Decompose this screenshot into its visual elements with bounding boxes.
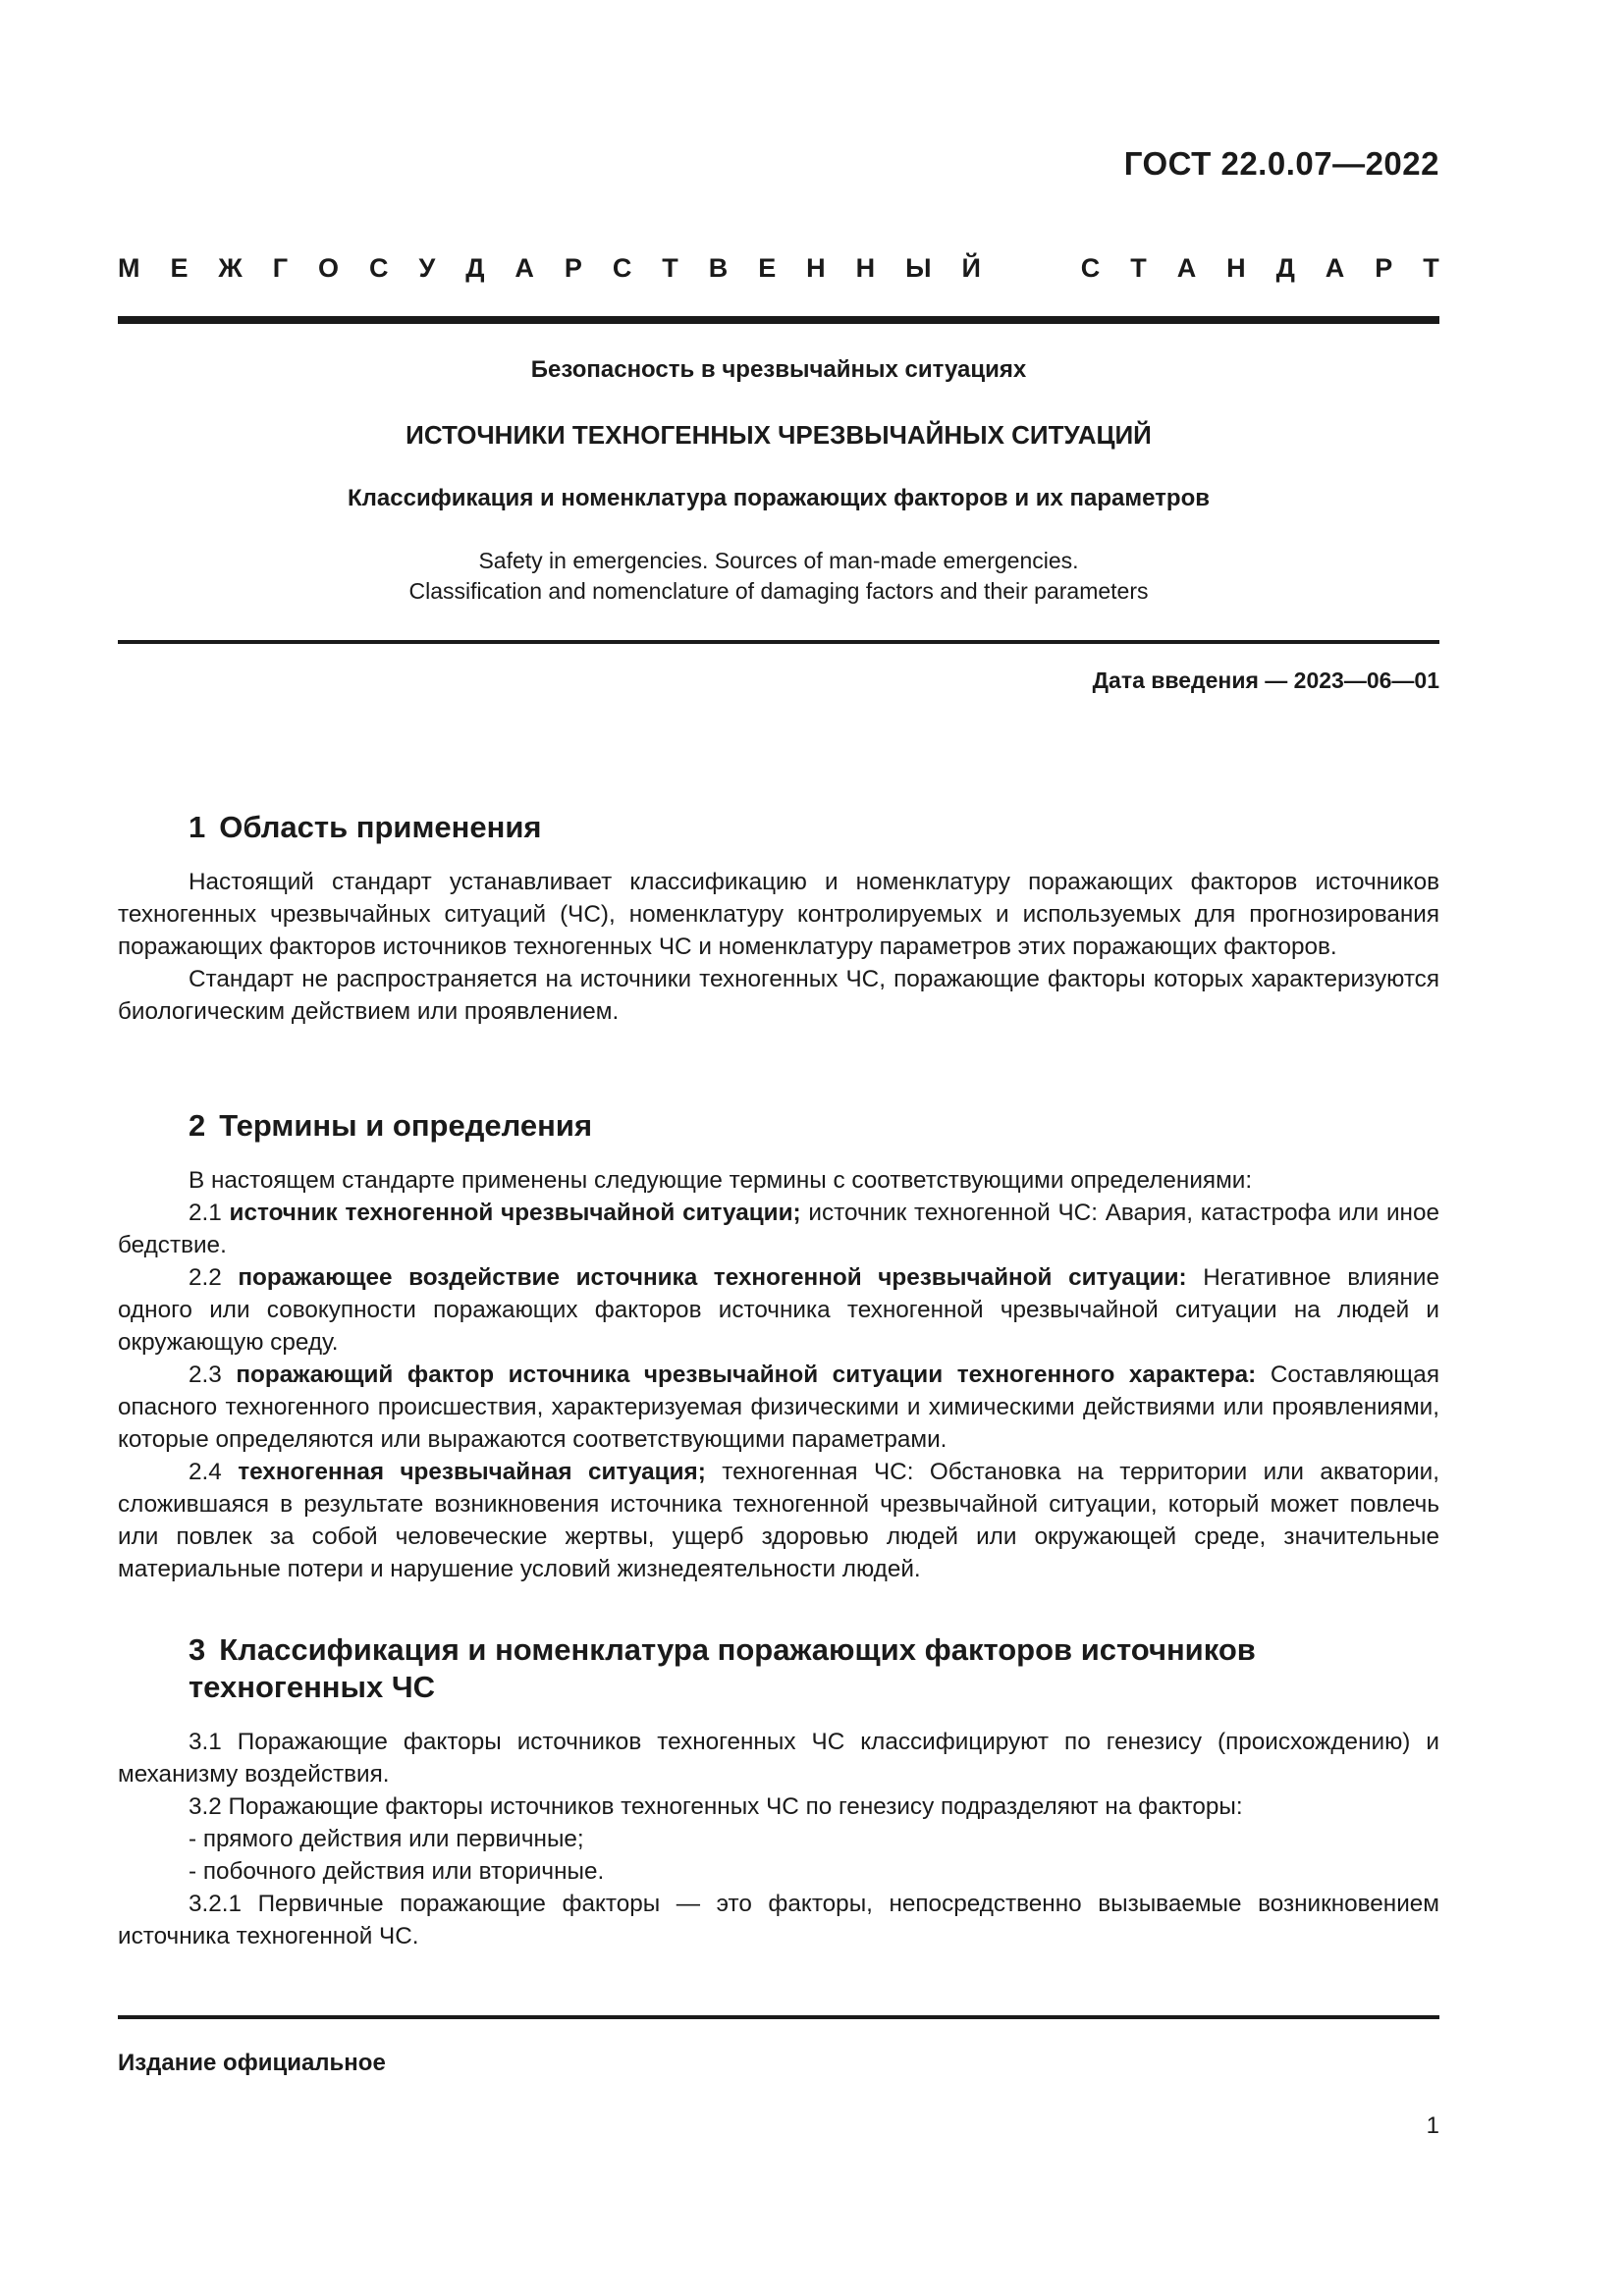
standard-banner xyxy=(118,253,1439,284)
banner-word-standard-letter-2: А xyxy=(1176,253,1197,283)
section-1 xyxy=(118,809,1439,1028)
term-2-2: 2.2 поражающее воздействие источника техногенной чрезвычайной ситуации: Негативное влияние одного или совокупности поражающих факторов источника техногенной чрезвычайной ситуации на людей и окружающую среду. xyxy=(118,1264,1439,1356)
term-2-3: 2.3 поражающий фактор источника чрезвычайной ситуации техногенного характера: Составляющая опасного техногенного происшествия, характеризуемая физическими и химическими действиями или проявлениями, которые определяются или выражаются соответствующими параметрами. xyxy=(118,1362,1439,1453)
english-title-line-1: Safety in emergencies. Sources of man-made emergencies. xyxy=(478,548,1079,573)
clause-3-2: 3.2 Поражающие факторы источников техногенных ЧС по генезису подразделяют на факторы: xyxy=(189,1793,1243,1820)
section-1-paragraph-2: Стандарт не распространяется на источники техногенных ЧС, поражающие факторы которых характеризуются биологическим действием или проявлением. xyxy=(118,966,1439,1025)
banner-word-interstate-letter-12: В xyxy=(708,253,729,283)
banner-word-interstate-letter-2: Ж xyxy=(218,253,243,283)
section-3-heading: 3 Классификация и номенклатура поражающих факторов источников техногенных ЧС xyxy=(189,1632,1256,1704)
banner-word-standard-letter-3: Н xyxy=(1226,253,1246,283)
banner-word-interstate-letter-0: М xyxy=(118,253,140,283)
banner-word-interstate-letter-13: Е xyxy=(758,253,777,283)
banner-word-standard-letter-0: С xyxy=(1080,253,1101,283)
banner-word-interstate-letter-11: Т xyxy=(662,253,678,283)
header-rule xyxy=(118,316,1439,324)
title-rule xyxy=(118,640,1439,644)
section-1-paragraph-1: Настоящий стандарт устанавливает классификацию и номенклатуру поражающих факторов источников техногенных чрезвычайных ситуаций (ЧС), номенклатуру контролируемых и используемых для прогнозирования поражающих факторов источников техногенных ЧС и номенклатуру параметров этих поражающих факторов. xyxy=(118,869,1439,960)
list-item-secondary: - побочного действия или вторичные. xyxy=(189,1858,605,1885)
banner-word-interstate-letter-3: Г xyxy=(272,253,289,283)
banner-word-interstate-letter-4: О xyxy=(318,253,340,283)
banner-word-interstate-letter-5: С xyxy=(369,253,389,283)
banner-word-standard-letter-6: Р xyxy=(1375,253,1393,283)
section-2-intro: В настоящем стандарте применены следующие термины с соответствующими определениями: xyxy=(189,1167,1253,1194)
section-3 xyxy=(118,1631,1439,1952)
banner-word-interstate-letter-8: А xyxy=(514,253,534,283)
official-edition-label: Издание официальное xyxy=(118,2050,386,2076)
main-title: ИСТОЧНИКИ ТЕХНОГЕННЫХ ЧРЕЗВЫЧАЙНЫХ СИТУАЦИЙ xyxy=(406,420,1152,450)
section-1-heading: 1 Область применения xyxy=(189,810,542,844)
sub-title: Классификация и номенклатура поражающих факторов и их параметров xyxy=(348,485,1210,511)
list-item-primary: - прямого действия или первичные; xyxy=(189,1826,584,1852)
banner-word-standard-letter-5: А xyxy=(1325,253,1345,283)
banner-word-standard-letter-4: Д xyxy=(1275,253,1295,283)
introduction-date: Дата введения — 2023—06—01 xyxy=(1092,667,1439,693)
section-2 xyxy=(118,1107,1439,1585)
banner-word-interstate-letter-7: Д xyxy=(465,253,485,283)
standard-designation: ГОСТ 22.0.07—2022 xyxy=(1123,145,1439,182)
banner-word-interstate-letter-9: Р xyxy=(564,253,582,283)
banner-word-interstate-letter-16: Ы xyxy=(905,253,932,283)
banner-word-interstate-letter-17: Й xyxy=(961,253,981,283)
section-2-heading: 2 Термины и определения xyxy=(189,1108,593,1143)
banner-word-interstate-letter-6: У xyxy=(418,253,436,283)
banner-gap xyxy=(1011,253,1051,284)
term-2-4: 2.4 техногенная чрезвычайная ситуация; техногенная ЧС: Обстановка на территории или акватории, сложившаяся в результате возникновения источника техногенной чрезвычайной ситуации, который может повлечь или повлек за собой человеческие жертвы, ущерб здоровью людей или окружающей среде, значительные материальные потери и нарушение условий жизнедеятельности людей. xyxy=(118,1459,1439,1582)
footer-rule xyxy=(118,2015,1439,2019)
banner-word-standard-letter-1: Т xyxy=(1130,253,1147,283)
banner-word-interstate-letter-14: Н xyxy=(806,253,826,283)
page-number: 1 xyxy=(1426,2112,1439,2139)
banner-word-interstate-letter-15: Н xyxy=(855,253,876,283)
category-title: Безопасность в чрезвычайных ситуациях xyxy=(530,356,1027,383)
clause-3-2-1: 3.2.1 Первичные поражающие факторы — это факторы, непосредственно вызываемые возникновением источника техногенной ЧС. xyxy=(118,1891,1439,1949)
clause-3-1: 3.1 Поражающие факторы источников техногенных ЧС классифицируют по генезису (происхождению) и механизму воздействия. xyxy=(118,1729,1439,1788)
banner-word-standard-letter-7: Т xyxy=(1423,253,1439,283)
banner-word-interstate-letter-10: С xyxy=(612,253,632,283)
banner-word-interstate-letter-1: Е xyxy=(170,253,189,283)
term-2-1: 2.1 источник техногенной чрезвычайной ситуации; источник техногенной ЧС: Авария, катастрофа или иное бедствие. xyxy=(118,1200,1439,1258)
english-title-line-2: Classification and nomenclature of damaging factors and their parameters xyxy=(408,578,1149,604)
